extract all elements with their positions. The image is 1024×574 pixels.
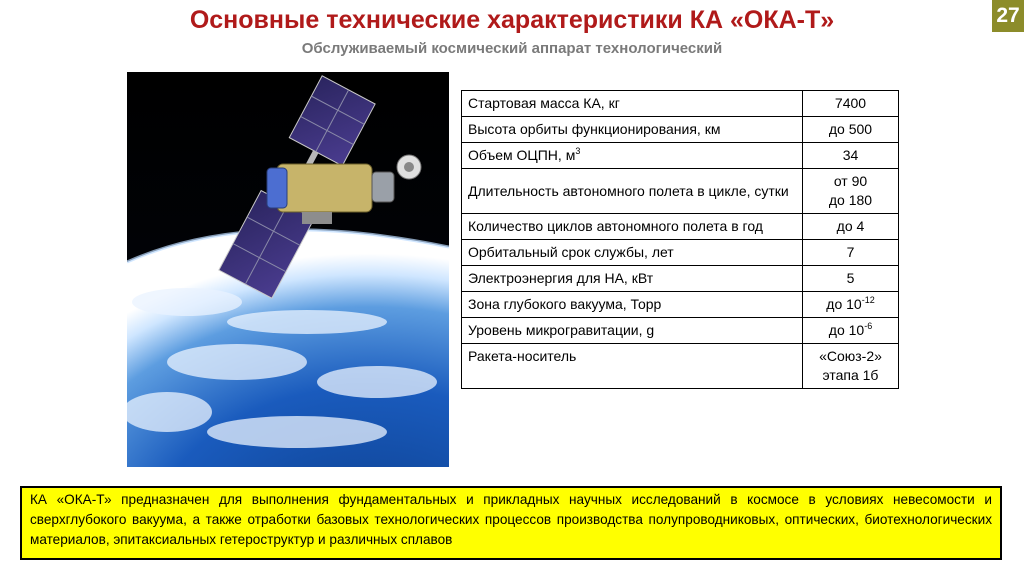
spec-value: 7400 — [803, 91, 899, 117]
spec-param: Длительность автономного полета в цикле, сутки — [462, 169, 803, 214]
spec-value-line1: от 90 — [833, 173, 868, 189]
table-row — [462, 143, 899, 169]
table-row — [462, 91, 899, 117]
table-row — [462, 214, 899, 240]
description-note: КА «ОКА-Т» предназначен для выполнения фундаментальных и прикладных научных исследований в космосе в условиях невесомости и сверхглубокого вакуума, а также отработки базовых технологических процессов производства полупроводниковых, оптических, биотехнологических материалов, эпитаксиальных гетероструктур и различных сплавов — [20, 486, 1002, 560]
spec-value: до 500 — [803, 117, 899, 143]
spec-param: Высота орбиты функционирования, км — [462, 117, 803, 143]
spec-value: 7 — [803, 240, 899, 266]
spec-value-line1: «Союз-2» — [819, 348, 882, 364]
spec-param: Зона глубокого вакуума, Торр — [462, 292, 803, 318]
spec-value-line2: этапа 1б — [822, 367, 879, 383]
spec-value — [803, 318, 899, 344]
spec-value: 5 — [803, 266, 899, 292]
table-row — [462, 117, 899, 143]
spec-value-superscript: -6 — [864, 321, 873, 331]
spec-param-superscript: 3 — [575, 146, 581, 156]
satellite-image — [127, 72, 449, 467]
spec-param-text: Объем ОЦПН, м — [468, 147, 576, 163]
table-row — [462, 318, 899, 344]
spec-value: до 4 — [803, 214, 899, 240]
table-row — [462, 292, 899, 318]
spec-value-line2: до 180 — [828, 192, 873, 208]
spec-param: Ракета-носитель — [462, 344, 803, 389]
spec-value-superscript: -12 — [861, 295, 875, 305]
slide-title: Основные технические характеристики КА «ОКА-Т» — [189, 6, 835, 34]
table-row — [462, 169, 899, 214]
spec-value-text: до 10 — [828, 322, 865, 338]
spec-param: Количество циклов автономного полета в год — [462, 214, 803, 240]
spec-value — [803, 169, 899, 214]
spec-value — [803, 344, 899, 389]
table-row — [462, 266, 899, 292]
spec-param: Орбитальный срок службы, лет — [462, 240, 803, 266]
spec-value — [803, 292, 899, 318]
spec-param: Уровень микрогравитации, g — [462, 318, 803, 344]
spec-param: Электроэнергия для НА, кВт — [462, 266, 803, 292]
spec-value: 34 — [803, 143, 899, 169]
page-number-badge: 27 — [992, 0, 1024, 32]
specs-table — [461, 90, 899, 389]
spec-param — [462, 143, 803, 169]
table-row — [462, 240, 899, 266]
slide-subtitle: Обслуживаемый космический аппарат технологический — [301, 40, 723, 57]
spec-value-text: до 10 — [826, 296, 862, 312]
spec-param: Стартовая масса КА, кг — [462, 91, 803, 117]
table-row — [462, 344, 899, 389]
